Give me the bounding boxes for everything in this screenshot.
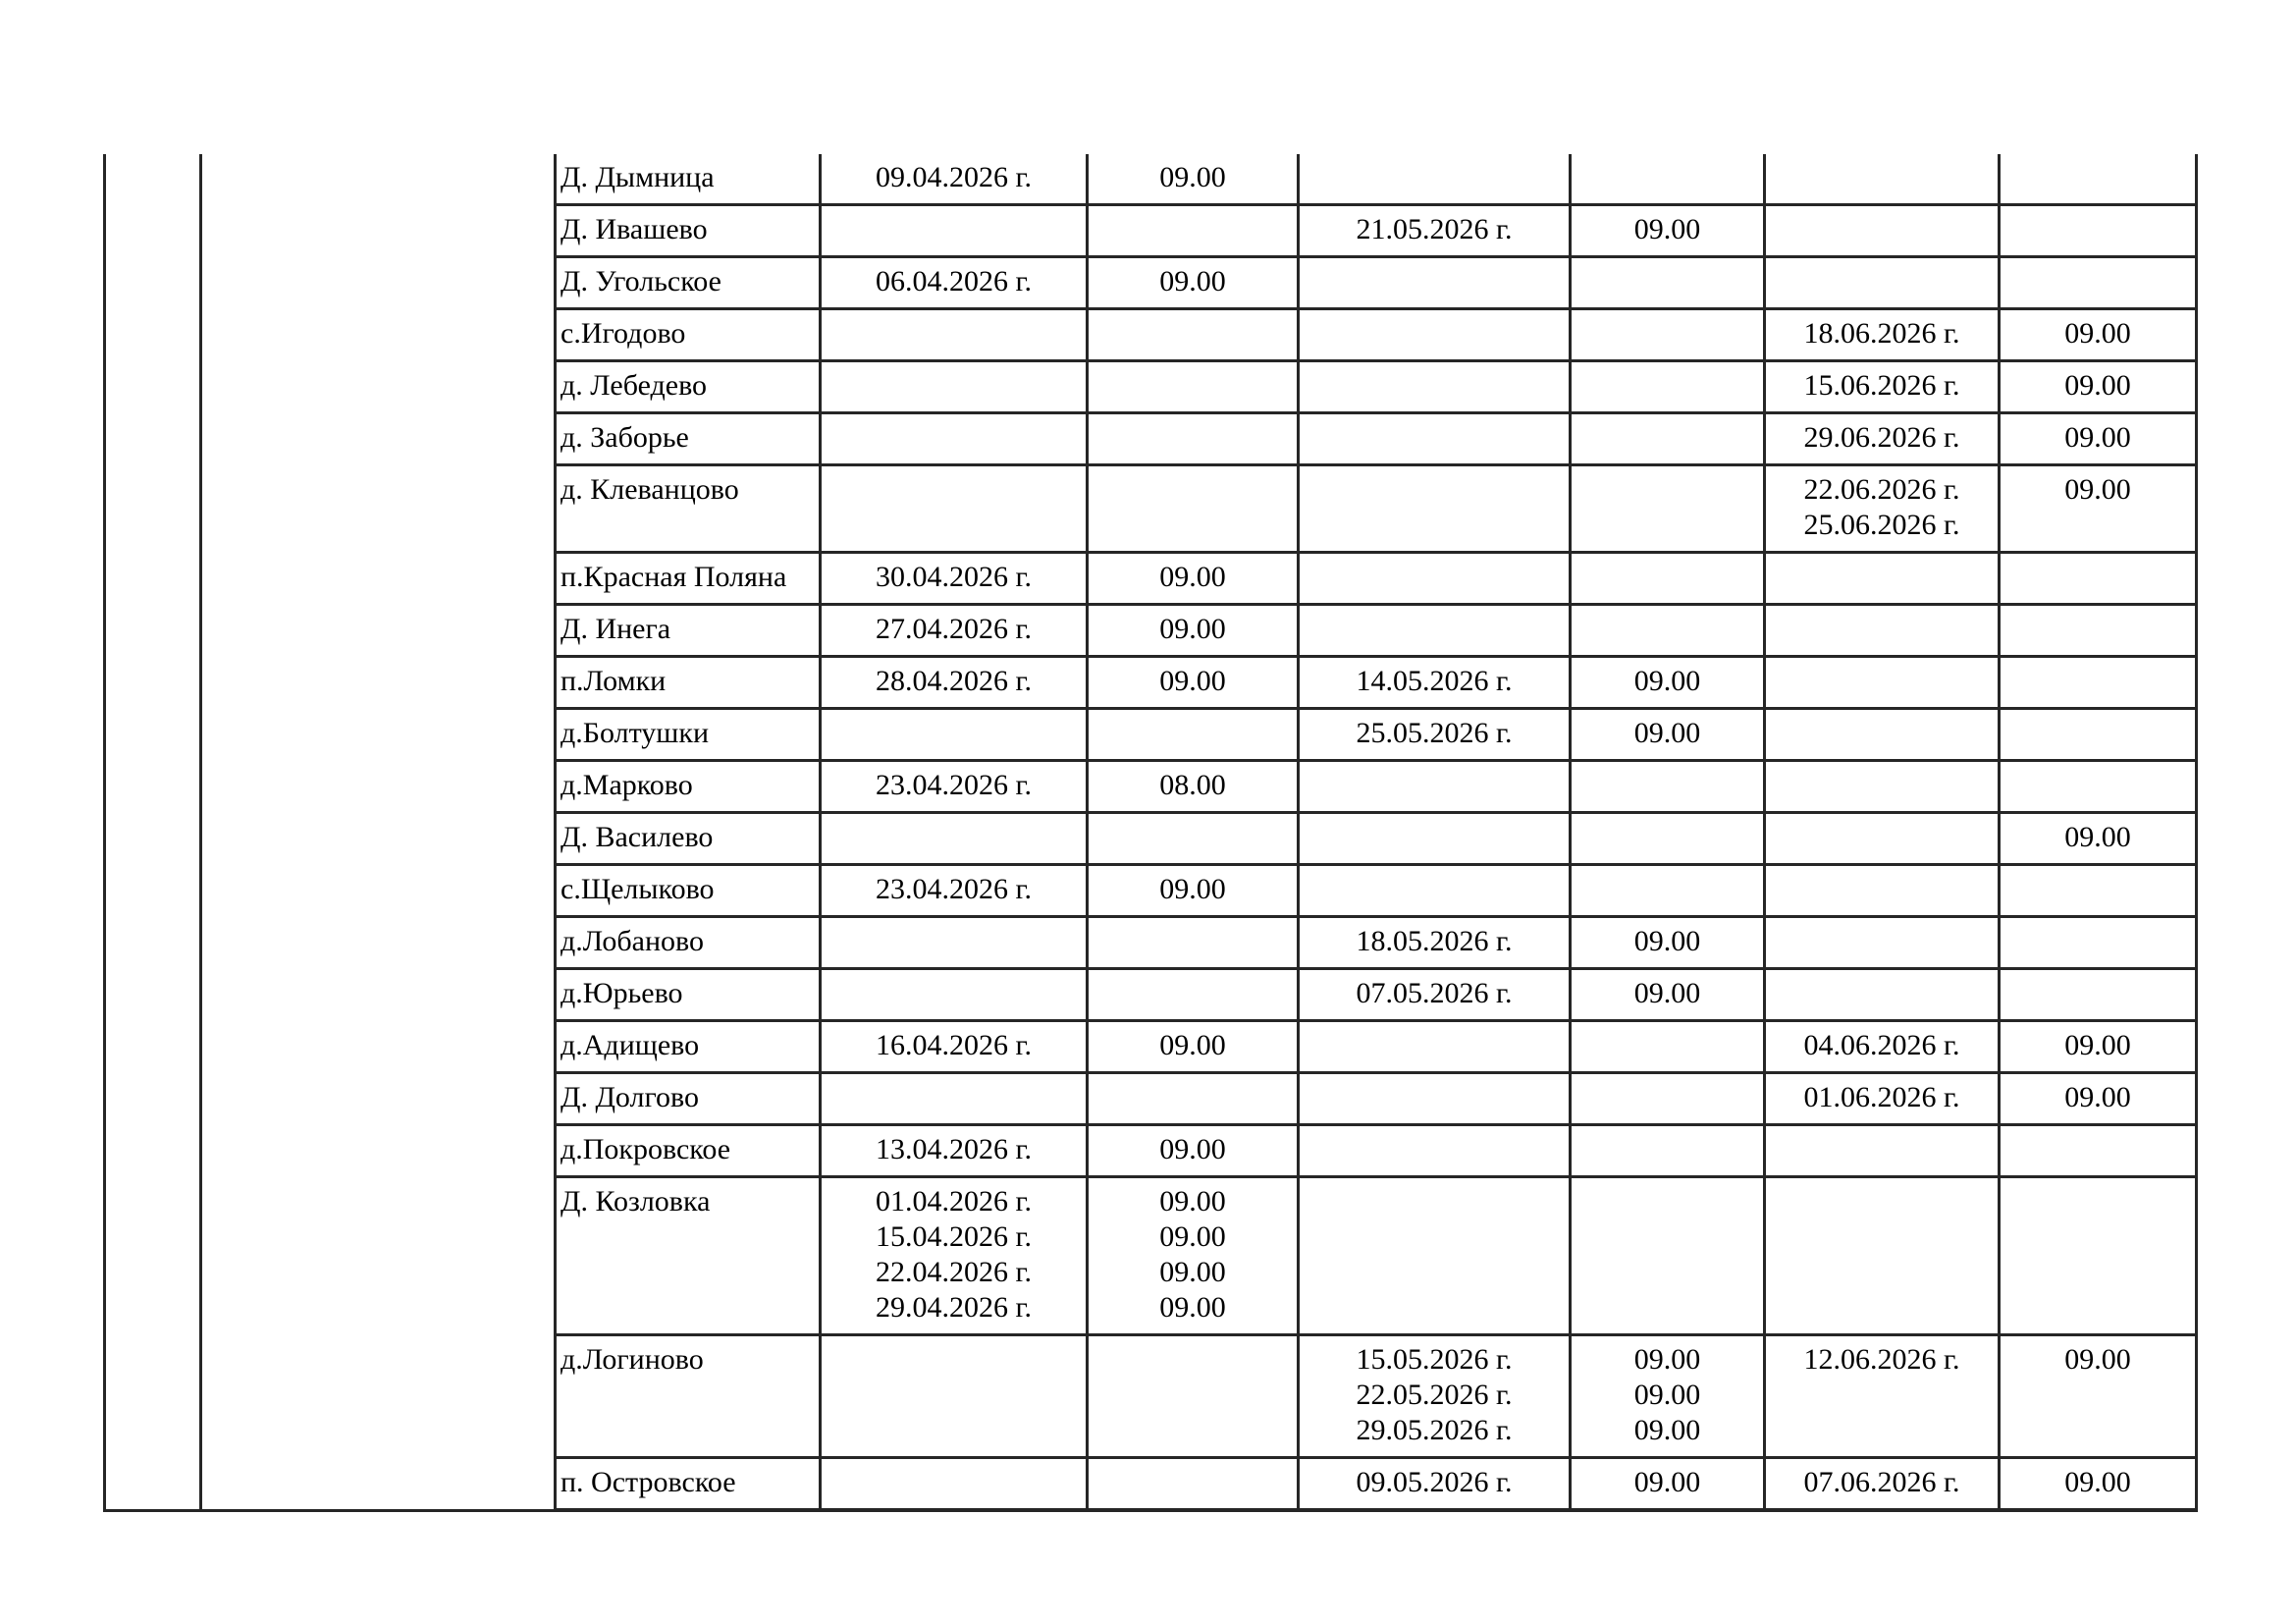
time-cell <box>1571 553 1765 605</box>
date-cell <box>821 1021 1088 1073</box>
date-cell <box>1299 1125 1571 1177</box>
time-cell <box>2000 709 2197 761</box>
time-cell <box>1088 1125 1299 1177</box>
date-cell <box>1765 969 2000 1021</box>
date-cell <box>1765 761 2000 813</box>
date-cell <box>821 361 1088 413</box>
date-cell <box>1765 361 2000 413</box>
cell-line: 09.00 <box>1159 1291 1226 1324</box>
cell-line: 09.00 <box>2064 1081 2131 1113</box>
cell-line: 09.00 <box>1159 161 1226 193</box>
settlement-cell: д.Юрьево <box>556 969 821 1021</box>
time-cell <box>2000 257 2197 309</box>
date-cell <box>1299 865 1571 917</box>
date-cell <box>821 413 1088 465</box>
time-cell <box>1088 709 1299 761</box>
date-cell <box>1299 154 1571 205</box>
cell-line: 09.00 <box>2064 473 2131 506</box>
time-cell <box>1571 1125 1765 1177</box>
date-cell <box>1299 709 1571 761</box>
date-cell <box>821 154 1088 205</box>
date-cell <box>1299 465 1571 553</box>
cell-line: 22.04.2026 г. <box>876 1256 1032 1288</box>
date-cell <box>821 465 1088 553</box>
cell-line: 23.04.2026 г. <box>876 769 1032 801</box>
date-cell <box>1299 1073 1571 1125</box>
time-cell <box>2000 1073 2197 1125</box>
time-cell <box>1571 413 1765 465</box>
date-cell <box>1765 413 2000 465</box>
settlement-cell: с.Игодово <box>556 309 821 361</box>
date-cell <box>1765 465 2000 553</box>
date-cell <box>821 1458 1088 1511</box>
cell-line: 09.00 <box>1159 265 1226 298</box>
time-cell <box>1088 605 1299 657</box>
cell-line: 09.00 <box>1633 925 1701 957</box>
date-cell <box>821 1073 1088 1125</box>
time-cell <box>1571 657 1765 709</box>
time-cell <box>1088 1021 1299 1073</box>
date-cell <box>1299 1335 1571 1458</box>
time-cell <box>2000 553 2197 605</box>
cell-line: 09.00 <box>1633 1379 1701 1411</box>
cell-line: 09.00 <box>1159 1220 1226 1253</box>
time-cell <box>2000 1335 2197 1458</box>
settlement-cell: Д. Василево <box>556 813 821 865</box>
cell-line: 29.05.2026 г. <box>1356 1414 1513 1446</box>
time-cell <box>1571 1458 1765 1511</box>
table-row <box>105 154 2197 205</box>
time-cell <box>1088 465 1299 553</box>
date-cell <box>821 1177 1088 1335</box>
settlement-cell: д.Покровское <box>556 1125 821 1177</box>
time-cell <box>2000 761 2197 813</box>
time-cell <box>2000 465 2197 553</box>
settlement-cell: п.Красная Поляна <box>556 553 821 605</box>
time-cell <box>2000 865 2197 917</box>
date-cell <box>1765 553 2000 605</box>
time-cell <box>1571 361 1765 413</box>
cell-line: 21.05.2026 г. <box>1356 213 1513 245</box>
date-cell <box>1299 813 1571 865</box>
cell-line: 09.00 <box>2064 421 2131 454</box>
time-cell <box>1088 917 1299 969</box>
cell-line: 09.00 <box>1633 1414 1701 1446</box>
cell-line: 27.04.2026 г. <box>876 613 1032 645</box>
date-cell <box>1299 605 1571 657</box>
date-cell <box>1299 361 1571 413</box>
cell-line: 09.00 <box>1159 1133 1226 1165</box>
date-cell <box>1765 1177 2000 1335</box>
cell-line: 30.04.2026 г. <box>876 561 1032 593</box>
settlement-cell: Д. Долгово <box>556 1073 821 1125</box>
settlement-cell: п. Островское <box>556 1458 821 1511</box>
date-cell <box>1765 605 2000 657</box>
cell-line: 09.00 <box>1159 1256 1226 1288</box>
cell-line: 08.00 <box>1159 769 1226 801</box>
date-cell <box>1299 205 1571 257</box>
cell-line: 09.00 <box>1633 213 1701 245</box>
date-cell <box>821 865 1088 917</box>
time-cell <box>1571 154 1765 205</box>
date-cell <box>1299 1021 1571 1073</box>
time-cell <box>1088 413 1299 465</box>
cell-line: 25.05.2026 г. <box>1356 717 1513 749</box>
date-cell <box>821 553 1088 605</box>
date-cell <box>1765 865 2000 917</box>
time-cell <box>1571 1335 1765 1458</box>
cell-line: 09.05.2026 г. <box>1356 1466 1513 1498</box>
time-cell <box>2000 917 2197 969</box>
date-cell <box>1299 1458 1571 1511</box>
date-cell <box>821 605 1088 657</box>
settlement-cell: Д. Ивашево <box>556 205 821 257</box>
time-cell <box>1088 969 1299 1021</box>
time-cell <box>1088 361 1299 413</box>
time-cell <box>1088 1177 1299 1335</box>
date-cell <box>821 813 1088 865</box>
settlement-cell: с.Щелыково <box>556 865 821 917</box>
date-cell <box>1765 709 2000 761</box>
date-cell <box>1765 205 2000 257</box>
date-cell <box>1765 309 2000 361</box>
left-margin-cell-wide <box>201 154 556 1510</box>
date-cell <box>821 309 1088 361</box>
time-cell <box>1088 1335 1299 1458</box>
time-cell <box>1088 1073 1299 1125</box>
cell-line: 09.00 <box>1633 665 1701 697</box>
cell-line: 09.00 <box>2064 369 2131 402</box>
settlement-cell: д.Логиново <box>556 1335 821 1458</box>
date-cell <box>821 709 1088 761</box>
cell-line: 07.06.2026 г. <box>1803 1466 1960 1498</box>
time-cell <box>1088 865 1299 917</box>
left-margin-cell-narrow <box>105 154 201 1510</box>
date-cell <box>1765 813 2000 865</box>
time-cell <box>2000 154 2197 205</box>
cell-line: 25.06.2026 г. <box>1803 509 1960 541</box>
settlement-cell: Д. Козловка <box>556 1177 821 1335</box>
date-cell <box>821 1125 1088 1177</box>
time-cell <box>2000 309 2197 361</box>
time-cell <box>2000 1021 2197 1073</box>
cell-line: 14.05.2026 г. <box>1356 665 1513 697</box>
time-cell <box>1571 257 1765 309</box>
time-cell <box>1088 1458 1299 1511</box>
cell-line: 23.04.2026 г. <box>876 873 1032 905</box>
date-cell <box>1765 917 2000 969</box>
cell-line: 09.00 <box>2064 1343 2131 1376</box>
time-cell <box>1571 465 1765 553</box>
time-cell <box>1571 309 1765 361</box>
cell-line: 29.06.2026 г. <box>1803 421 1960 454</box>
cell-line: 01.04.2026 г. <box>876 1185 1032 1218</box>
time-cell <box>1571 605 1765 657</box>
schedule-table-body <box>105 154 2197 1510</box>
date-cell <box>821 657 1088 709</box>
time-cell <box>1088 553 1299 605</box>
date-cell <box>1765 1073 2000 1125</box>
settlement-cell: д. Клеванцово <box>556 465 821 553</box>
cell-line: 22.05.2026 г. <box>1356 1379 1513 1411</box>
cell-line: 09.00 <box>1159 665 1226 697</box>
cell-line: 13.04.2026 г. <box>876 1133 1032 1165</box>
cell-line: 04.06.2026 г. <box>1803 1029 1960 1061</box>
date-cell <box>821 205 1088 257</box>
cell-line: 18.06.2026 г. <box>1803 317 1960 350</box>
time-cell <box>1571 917 1765 969</box>
time-cell <box>2000 657 2197 709</box>
time-cell <box>1088 309 1299 361</box>
time-cell <box>1088 813 1299 865</box>
settlement-cell: д. Заборье <box>556 413 821 465</box>
cell-line: 28.04.2026 г. <box>876 665 1032 697</box>
date-cell <box>1299 553 1571 605</box>
time-cell <box>1088 761 1299 813</box>
time-cell <box>2000 1177 2197 1335</box>
time-cell <box>2000 1125 2197 1177</box>
time-cell <box>1571 969 1765 1021</box>
date-cell <box>1299 917 1571 969</box>
date-cell <box>1765 1125 2000 1177</box>
cell-line: 09.00 <box>1159 613 1226 645</box>
settlement-cell: Д. Угольское <box>556 257 821 309</box>
time-cell <box>1571 865 1765 917</box>
date-cell <box>821 1335 1088 1458</box>
date-cell <box>1765 657 2000 709</box>
cell-line: 06.04.2026 г. <box>876 265 1032 298</box>
date-cell <box>821 257 1088 309</box>
time-cell <box>1571 1021 1765 1073</box>
date-cell <box>821 969 1088 1021</box>
cell-line: 09.04.2026 г. <box>876 161 1032 193</box>
settlement-cell: Д. Дымница <box>556 154 821 205</box>
cell-line: 09.00 <box>1633 1343 1701 1376</box>
time-cell <box>1088 154 1299 205</box>
cell-line: 15.04.2026 г. <box>876 1220 1032 1253</box>
time-cell <box>1088 657 1299 709</box>
cell-line: 29.04.2026 г. <box>876 1291 1032 1324</box>
time-cell <box>1088 205 1299 257</box>
cell-line: 09.00 <box>2064 1466 2131 1498</box>
date-cell <box>1765 154 2000 205</box>
date-cell <box>1765 257 2000 309</box>
settlement-cell: д.Болтушки <box>556 709 821 761</box>
date-cell <box>821 917 1088 969</box>
cell-line: 22.06.2026 г. <box>1803 473 1960 506</box>
cell-line: 09.00 <box>1633 717 1701 749</box>
cell-line: 09.00 <box>2064 821 2131 853</box>
date-cell <box>1765 1458 2000 1511</box>
cell-line: 16.04.2026 г. <box>876 1029 1032 1061</box>
settlement-cell: д.Марково <box>556 761 821 813</box>
date-cell <box>1299 257 1571 309</box>
settlement-cell: д. Лебедево <box>556 361 821 413</box>
schedule-table <box>103 154 2198 1512</box>
date-cell <box>1765 1335 2000 1458</box>
date-cell <box>1299 1177 1571 1335</box>
cell-line: 09.00 <box>2064 317 2131 350</box>
time-cell <box>1571 709 1765 761</box>
time-cell <box>1571 813 1765 865</box>
cell-line: 09.00 <box>1159 873 1226 905</box>
cell-line: 18.05.2026 г. <box>1356 925 1513 957</box>
cell-line: 09.00 <box>2064 1029 2131 1061</box>
time-cell <box>2000 205 2197 257</box>
cell-line: 09.00 <box>1159 1029 1226 1061</box>
time-cell <box>2000 1458 2197 1511</box>
time-cell <box>1571 205 1765 257</box>
cell-line: 15.05.2026 г. <box>1356 1343 1513 1376</box>
time-cell <box>2000 969 2197 1021</box>
time-cell <box>2000 813 2197 865</box>
date-cell <box>821 761 1088 813</box>
settlement-cell: д.Адищево <box>556 1021 821 1073</box>
date-cell <box>1299 969 1571 1021</box>
date-cell <box>1299 657 1571 709</box>
time-cell <box>2000 605 2197 657</box>
cell-line: 12.06.2026 г. <box>1803 1343 1960 1376</box>
cell-line: 09.00 <box>1633 977 1701 1009</box>
cell-line: 09.00 <box>1159 561 1226 593</box>
cell-line: 09.00 <box>1159 1185 1226 1218</box>
time-cell <box>2000 361 2197 413</box>
settlement-cell: Д. Инега <box>556 605 821 657</box>
date-cell <box>1299 761 1571 813</box>
date-cell <box>1299 309 1571 361</box>
time-cell <box>1088 257 1299 309</box>
cell-line: 09.00 <box>1633 1466 1701 1498</box>
time-cell <box>1571 761 1765 813</box>
cell-line: 07.05.2026 г. <box>1356 977 1513 1009</box>
cell-line: 15.06.2026 г. <box>1803 369 1960 402</box>
time-cell <box>1571 1073 1765 1125</box>
cell-line: 01.06.2026 г. <box>1803 1081 1960 1113</box>
time-cell <box>1571 1177 1765 1335</box>
settlement-cell: д.Лобаново <box>556 917 821 969</box>
time-cell <box>2000 413 2197 465</box>
date-cell <box>1299 413 1571 465</box>
date-cell <box>1765 1021 2000 1073</box>
settlement-cell: п.Ломки <box>556 657 821 709</box>
